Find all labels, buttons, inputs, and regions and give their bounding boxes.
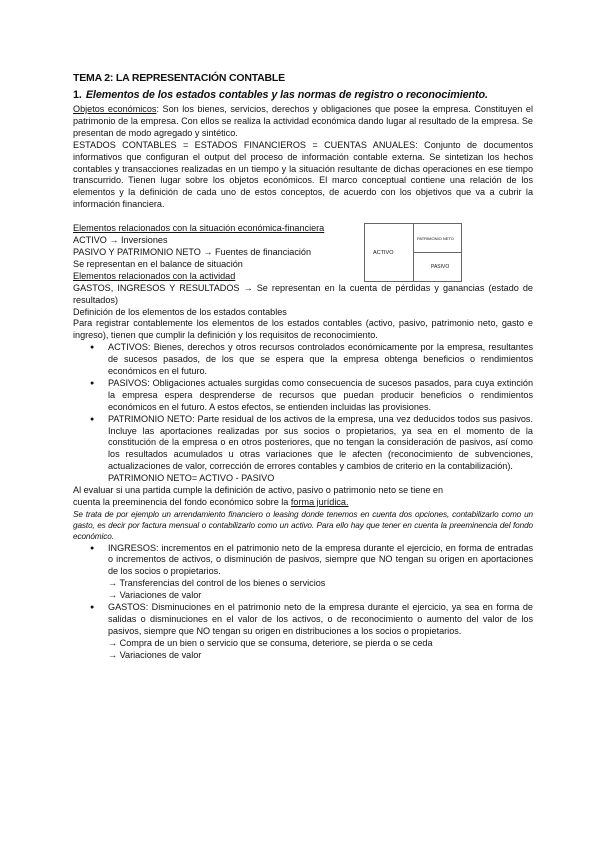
actividad-heading: Elementos relacionados con la actividad: [73, 270, 236, 281]
ingresos-sub-2: → Variaciones de valor: [108, 590, 202, 601]
objetos-label: Objetos económicos: [73, 104, 157, 114]
section-number: 1.: [73, 89, 82, 101]
forma-juridica-link: forma jurídica.: [290, 497, 349, 507]
situacion-block: [73, 223, 533, 271]
evaluar-line-1: Al evaluar si una partida cumple la definición de activo, pasivo o patrimonio neto se tiene en: [73, 485, 444, 496]
list-item-ingresos: [108, 543, 533, 603]
pasivo-pn-line: PASIVO Y PATRIMONIO NETO → Fuentes de financiación: [73, 246, 312, 257]
evaluar-line-2: [73, 497, 533, 509]
actividad-text: GASTOS, INGRESOS Y RESULTADOS → Se representan en la cuenta de pérdidas y ganancias (estado de resultados): [73, 282, 533, 305]
list-item-gastos: [108, 602, 533, 662]
balance-line: Se representan en el balance de situación: [73, 258, 243, 269]
list-item-pasivos: ● PASIVOS: Obligaciones actuales surgidas como consecuencia de sucesos pasados, para cuya extinción la empresa espera desprenderse de recursos que puedan producir beneficios o rendimientos económicos en el futuro. A estos efectos, se entienden incluidas las provisiones.: [108, 378, 533, 414]
list-item-patrimonio: [108, 414, 533, 485]
balance-diagram: [364, 223, 462, 282]
objetos-text: : Son los bienes, servicios, derechos y obligaciones que posee la empresa. Constituyen el patrimonio de la empresa. Con ellos se realiza la actividad económica dando lugar al resultado de la empresa. Se presentan de modo agregado y sintético.: [73, 104, 533, 138]
definicion-list: [73, 342, 533, 485]
diagram-patrimonio-label: PATRIMONIO NETO: [417, 236, 454, 242]
definicion-heading: Definición de los elementos de los estados contables: [73, 306, 287, 317]
gastos-sub-1: → Compra de un bien o servicio que se consuma, deteriore, se pierda o se ceda: [108, 637, 433, 648]
ingresos-sub-1: → Transferencias del control de los bienes o servicios: [108, 578, 326, 589]
gastos-sub-2: → Variaciones de valor: [108, 649, 202, 660]
resultados-list: [73, 543, 533, 662]
patrimonio-formula: PATRIMONIO NETO= ACTIVO - PASIVO: [108, 473, 275, 484]
estados-paragraph: ESTADOS CONTABLES = ESTADOS FINANCIEROS = CUENTAS ANUALES: Conjunto de documentos informativos que configuran el output del proceso de información contable externa. Se sintetizan los hechos contables y transacciones realizadas en un tiempo y la situación resultante de dichas operaciones en ese tiempo transcurrido. Tienen lugar sobre los objetos económicos. El marco conceptual contiene una relación de los elementos y la definición de cada uno de estos conceptos, de acuerdo con los objetivos que va a cubrir la información financiera.: [73, 139, 533, 210]
list-item-activos: ● ACTIVOS: Bienes, derechos y otros recursos controlados económicamente por la empresa, resultantes de sucesos pasados, de los que se espera que la empresa obtenga beneficios o rendimientos económicos en el futuro.: [108, 342, 533, 378]
patrimonio-text: PATRIMONIO NETO: Parte residual de los activos de la empresa, una vez deducidos todos sus pasivos. Incluye las aportaciones realizadas por sus socios o propietarios, ya sea en el momento de la constitución de la empresa o en otros posteriores, que no tengan la consideración de pasivos, así como los resultados acumulados u otras variaciones que le afecten (reconocimiento de subvenciones, actualizaciones de valor, corrección de errores contables y cambios de criterio en la contabilización).: [108, 413, 533, 472]
activo-line: ACTIVO → Inversiones: [73, 235, 168, 246]
objetos-paragraph: [73, 104, 533, 140]
page-title: TEMA 2: LA REPRESENTACIÓN CONTABLE: [73, 72, 285, 84]
leasing-example: Se trata de por ejemplo un arrendamiento financiero o leasing donde tenemos en cuenta dos opciones, contabilizarlo como un gasto, es decir por factura mensual o contabilizarlo como un activo. Para ello hay que tener en cuenta la preeminencia del fondo económico.: [73, 509, 533, 542]
diagram-pasivo-label: PASIVO: [431, 264, 450, 271]
ingresos-text: INGRESOS: incrementos en el patrimonio neto de la empresa durante el ejercicio, en forma de entradas o incrementos de activos, o disminución de pasivos, siempre que NO tengan su origen en aportaciones de los socios o propietarios.: [108, 542, 533, 577]
situacion-heading: Elementos relacionados con la situación económica-financiera: [73, 223, 325, 234]
gastos-text: GASTOS: Disminuciones en el patrimonio neto de la empresa durante el ejercicio, ya sea en forma de salidas o disminuciones en el valor de los activos, o de reconocimiento o aumento del valor de los pasivos, siempre que NO tengan su origen en distribuciones a los socios o propietarios.: [108, 602, 533, 636]
diagram-activo-label: ACTIVO: [373, 250, 394, 257]
section-heading: [73, 89, 533, 102]
section-heading-text: Elementos de los estados contables y las normas de registro o reconocimiento.: [85, 89, 488, 101]
evaluar-text: cuenta la preeminencia del fondo económico sobre la: [73, 497, 291, 507]
document-page: [73, 72, 533, 662]
definicion-intro: Para registrar contablemente los elementos de los estados contables (activo, pasivo, patrimonio neto, gasto e ingreso), tienen que cumplir la definición y los requisitos de reconocimiento.: [73, 318, 533, 341]
